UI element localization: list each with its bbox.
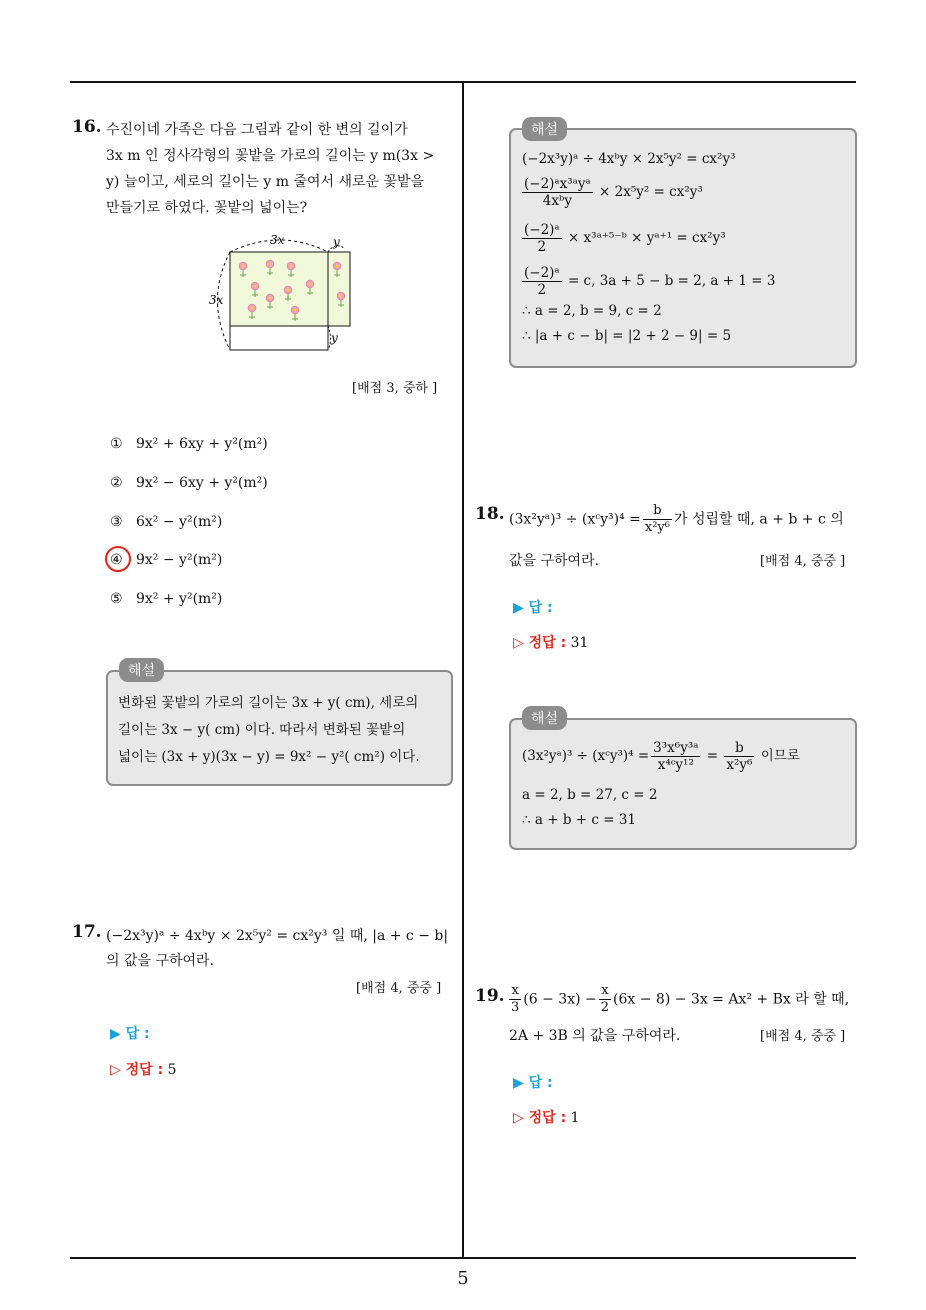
choice-2-text: 9x² − 6xy + y²(m²): [136, 475, 268, 491]
question-17-solution-line-4: [520, 265, 775, 298]
question-16-line-4: 만들기로 하였다. 꽃밭의 넓이는?: [106, 200, 308, 216]
question-18-line-2: 값을 구하여라.: [509, 553, 600, 569]
correct-answer-circle: [105, 546, 131, 572]
question-19-line-2: 2A + 3B 의 값을 구하여라.: [509, 1028, 681, 1044]
choice-2[interactable]: [110, 475, 268, 491]
figure-label-top: 3x: [270, 233, 285, 247]
figure-label-y-top: y: [333, 235, 340, 249]
figure-label-y-bottom: y: [331, 331, 338, 345]
question-18-solution-box: [509, 718, 857, 850]
question-16-number: 16.: [72, 117, 102, 137]
column-divider: [462, 82, 464, 1258]
page-number: 5: [457, 1268, 469, 1289]
question-19-line-1: [507, 983, 849, 1016]
q19-frac2-numerator: x: [599, 983, 611, 1000]
choice-5-number: ⑤: [110, 591, 123, 607]
question-18-correct-value: 31: [570, 635, 589, 651]
question-16-solution-line-3: 넓이는 (3x + y)(3x − y) = 9x² − y²( cm²) 이다.: [118, 749, 420, 765]
q18-frac-numerator: b: [643, 503, 672, 520]
question-17-answer-label[interactable]: ▶ 답 :: [110, 1026, 150, 1042]
choice-2-number: ②: [110, 475, 123, 491]
q17-sol-l2-numerator: (−2)ᵃx³ᵃyᵃ: [524, 176, 591, 192]
question-17-solution-line-6: ∴ |a + c − b| = |2 + 2 − 9| = 5: [522, 328, 732, 344]
choice-1-number: ①: [110, 436, 123, 452]
question-17-solution-line-1: (−2x³y)ᵃ ÷ 4xᵇy × 2x⁵y² = cx²y³: [522, 151, 736, 167]
question-19-number: 19.: [475, 986, 505, 1006]
q19-frac2-denominator: 2: [600, 1000, 610, 1015]
question-18-score: [배점 4, 중중 ]: [760, 554, 846, 569]
q18-sol-frac2-numerator: b: [724, 740, 754, 757]
question-19-correct-label: ▷ 정답 :: [513, 1110, 567, 1126]
question-19-correct-value: 1: [570, 1110, 580, 1126]
q19-mid: (6 − 3x) −: [523, 991, 597, 1008]
q18-sol-suffix: 이므로: [760, 748, 800, 764]
question-18-correct-answer: [513, 632, 588, 652]
question-16-line-3: y) 늘이고, 세로의 길이는 y m 줄여서 새로운 꽃밭을: [106, 174, 425, 190]
bottom-rule: [70, 1257, 856, 1259]
question-17-solution-line-2: [520, 176, 703, 209]
question-17-line-2: 의 값을 구하여라.: [106, 953, 215, 969]
choice-1[interactable]: [110, 436, 268, 452]
q19-frac1-numerator: x: [509, 983, 521, 1000]
choice-3-number: ③: [110, 514, 123, 530]
question-17-correct-label: ▷ 정답 :: [110, 1062, 164, 1078]
question-16-solution-line-1: 변화된 꽃밭의 가로의 길이는 3x + y( cm), 세로의: [118, 695, 419, 711]
question-17-solution-tag: 해설: [522, 117, 567, 141]
q18-sol-frac1-numerator: 3³x⁶y³ᵃ: [653, 740, 699, 756]
q19-frac1-denominator: 3: [511, 1000, 520, 1015]
question-16-line-2: 3x m 인 정사각형의 꽃밭을 가로의 길이는 y m(3x >: [106, 148, 435, 164]
q17-sol-l3-numerator: (−2)ᵃ: [524, 222, 560, 238]
q19-post: (6x − 8) − 3x = Ax² + Bx 라 할 때,: [613, 991, 850, 1008]
question-16-score: [배점 3, 중하 ]: [352, 381, 438, 396]
q17-sol-l2-rest: × 2x⁵y² = cx²y³: [599, 184, 703, 200]
question-17-number: 17.: [72, 922, 102, 942]
question-18-solution-line-1: (3x²yᵃ)³ ÷ (xᶜy³)⁴ = $\frac{\text{3³x⁶y³ᵃ}}{\text{x⁴ᶜy¹²}}$ = $\frac{b}{\text{x²y⁶}}$ 이므로: [522, 740, 800, 773]
q17-sol-l4-denominator: 2: [537, 282, 547, 298]
question-17-correct-answer: [110, 1059, 177, 1079]
q18-frac-denominator: x²y⁶: [644, 520, 670, 535]
question-19-score: [배점 4, 중중 ]: [760, 1029, 846, 1044]
question-18-number: 18.: [475, 504, 505, 524]
question-18-line-1: [509, 503, 844, 536]
choice-4-text: 9x² − y²(m²): [136, 552, 223, 568]
choice-3-text: 6x² − y²(m²): [136, 514, 223, 530]
q18-text: 가 성립할 때, a + b + c 의: [673, 511, 844, 528]
choice-4-number: ④: [110, 552, 123, 568]
choice-5[interactable]: [110, 591, 222, 607]
q17-sol-l4-numerator: (−2)ᵃ: [524, 265, 560, 281]
q17-sol-l4-rest: = c, 3a + 5 − b = 2, a + 1 = 3: [567, 273, 776, 289]
q18-sol-expr: (3x²yᵃ)³ ÷ (xᶜy³)⁴ =: [522, 748, 650, 764]
figure-label-left: 3x: [209, 293, 224, 307]
question-17-line-1: (−2x³y)ᵃ ÷ 4xᵇy × 2x⁵y² = cx²y³ 일 때, |a + c − b|: [106, 928, 449, 944]
question-16-solution-line-2: 길이는 3x − y( cm) 이다. 따라서 변화된 꽃밭의: [118, 722, 406, 738]
question-17-solution-line-5: ∴ a = 2, b = 9, c = 2: [522, 303, 662, 319]
choice-3[interactable]: [110, 514, 222, 530]
q17-sol-l2-denominator: 4xᵇy: [542, 193, 572, 209]
question-18-answer-label[interactable]: ▶ 답 :: [513, 600, 553, 616]
question-18-solution-line-2: a = 2, b = 27, c = 2: [522, 787, 658, 803]
choice-5-text: 9x² + y²(m²): [136, 591, 223, 607]
question-17-solution-line-3: [520, 222, 726, 255]
q18-sol-frac2-denominator: x²y⁶: [726, 757, 753, 773]
question-19-answer-label[interactable]: ▶ 답 :: [513, 1075, 553, 1091]
question-18-correct-label: ▷ 정답 :: [513, 635, 567, 651]
question-17-score: [배점 4, 중중 ]: [356, 981, 442, 996]
question-19-correct-answer: [513, 1107, 580, 1127]
q18-expr: (3x²yᵃ)³ ÷ (xᶜy³)⁴ =: [509, 511, 641, 528]
question-18-solution-tag: 해설: [522, 706, 567, 730]
choice-1-text: 9x² + 6xy + y²(m²): [136, 436, 268, 452]
q17-sol-l3-denominator: 2: [537, 239, 547, 255]
question-18-solution-line-3: ∴ a + b + c = 31: [522, 812, 636, 828]
question-16-solution-tag: 해설: [119, 658, 164, 682]
flower-garden-figure: [200, 230, 360, 360]
q18-sol-frac1-denominator: x⁴ᶜy¹²: [657, 757, 694, 773]
q17-sol-l3-rest: × x³ᵃ⁺⁵⁻ᵇ × yᵃ⁺¹ = cx²y³: [567, 230, 726, 246]
question-16-line-1: 수진이네 가족은 다음 그림과 같이 한 변의 길이가: [106, 122, 408, 138]
question-17-correct-value: 5: [167, 1062, 177, 1078]
